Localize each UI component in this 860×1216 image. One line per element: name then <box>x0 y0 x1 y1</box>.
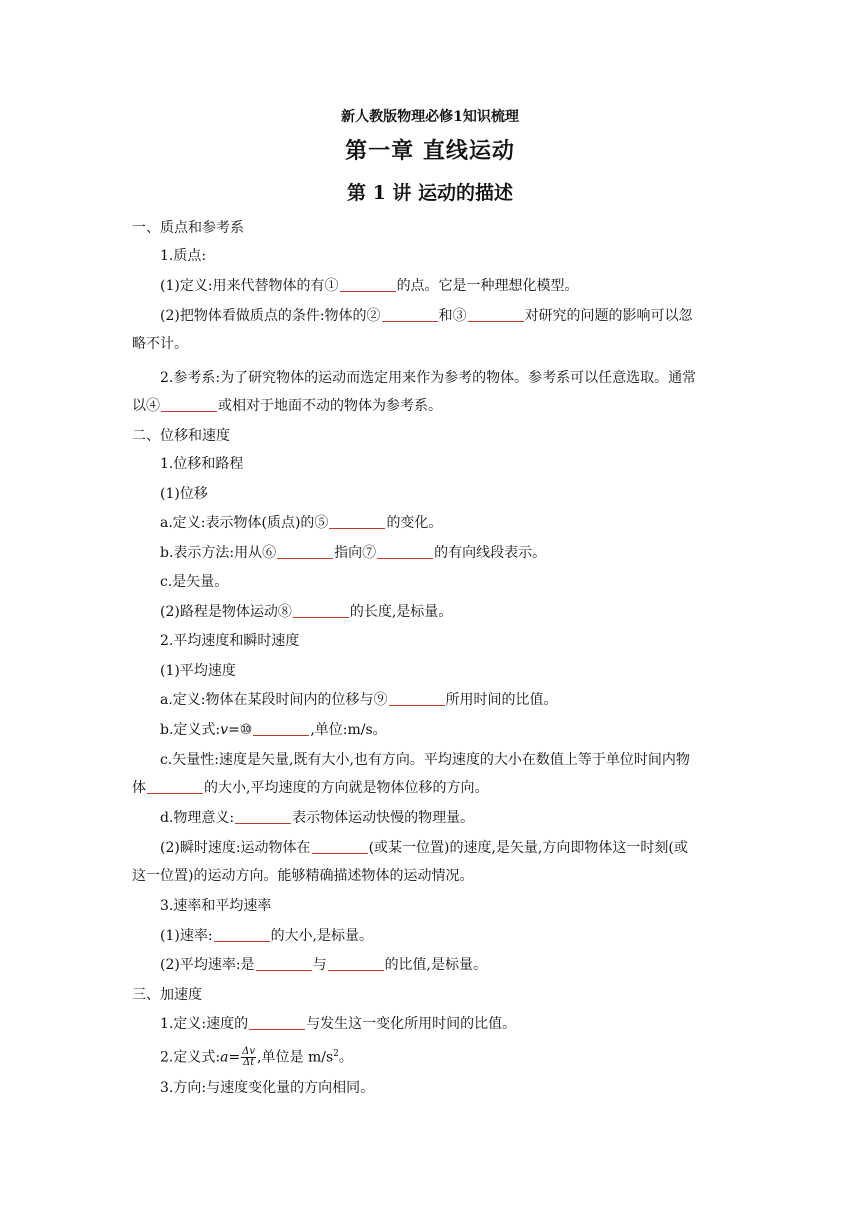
text-span: (1)速率: <box>160 928 213 944</box>
text-span: 的点。它是一种理想化模型。 <box>396 278 579 294</box>
paragraph-line <box>0 276 579 296</box>
fill-blank[interactable] <box>293 603 349 618</box>
paragraph-line: 略不计。 <box>132 336 188 352</box>
paragraph-line: 3.速率和平均速率 <box>160 898 272 914</box>
text-span: 1.定义:速度的 <box>160 1016 249 1032</box>
document-title: 新人教版物理必修1知识梳理 <box>341 109 519 125</box>
text-span: (2)路程是物体运动⑧ <box>160 604 292 620</box>
text-span: ,单位是 m/s <box>257 1049 334 1066</box>
paragraph-line <box>0 1044 353 1068</box>
text-span: (或某一位置)的速度,是矢量,方向即物体这一时刻(或 <box>368 840 688 856</box>
fill-blank[interactable] <box>329 514 385 529</box>
fill-blank[interactable] <box>377 544 433 559</box>
text-span: 的大小,平均速度的方向就是物体位移的方向。 <box>204 780 489 796</box>
paragraph-line <box>0 926 373 946</box>
paragraph-line: c.矢量性:速度是矢量,既有大小,也有方向。平均速度的大小在数值上等于单位时间内物 <box>160 752 690 768</box>
section-heading-2: 二、位移和速度 <box>132 428 230 444</box>
paragraph-line <box>0 690 558 710</box>
fill-blank[interactable] <box>468 307 524 322</box>
text-span: 对研究的问题的影响可以忽 <box>524 308 693 324</box>
text-span: 与发生这一变化所用时间的比值。 <box>306 1016 517 1032</box>
text-span: 的有向线段表示。 <box>434 545 547 561</box>
text-span: ,单位:m/s。 <box>310 722 387 738</box>
paragraph-line <box>0 1014 516 1034</box>
paragraph-line: (1)平均速度 <box>160 663 236 679</box>
text-span: (1)定义:用来代替物体的有① <box>160 278 339 294</box>
text-span: = <box>228 1049 241 1066</box>
text-span: b.表示方法:用从⑥ <box>160 545 277 561</box>
fill-blank[interactable] <box>253 721 309 736</box>
variable-a: a <box>220 1049 229 1066</box>
text-span: 与 <box>312 957 327 973</box>
text-span: 表示物体运动快慢的物理量。 <box>292 810 475 826</box>
text-span: 以④ <box>132 398 160 414</box>
paragraph-line: 这一位置)的运动方向。能够精确描述物体的运动情况。 <box>132 868 474 884</box>
fraction-numerator: Δv <box>242 1046 256 1058</box>
fraction-denominator: Δt <box>242 1057 255 1069</box>
text-span: 的比值,是标量。 <box>384 957 488 973</box>
superscript: 2 <box>333 1049 339 1059</box>
paragraph-line: 1.质点: <box>160 248 207 264</box>
paragraph-line <box>0 306 693 326</box>
paragraph-line: 1.位移和路程 <box>160 456 244 472</box>
paragraph-line <box>0 838 688 858</box>
text-span: 的长度,是标量。 <box>349 604 453 620</box>
text-span: 2.定义式: <box>160 1049 221 1066</box>
text-span: a.定义:表示物体(质点)的⑤ <box>160 515 329 531</box>
paragraph-line: 2.平均速度和瞬时速度 <box>160 633 300 649</box>
text-span: b.定义式: <box>160 722 221 738</box>
text-span: (2)平均速率:是 <box>160 957 255 973</box>
text-span: =⑩ <box>228 722 253 738</box>
text-span: 和③ <box>438 308 467 324</box>
lecture-title: 第 1 讲 运动的描述 <box>346 182 514 204</box>
text-span: (2)把物体看做质点的条件:物体的② <box>160 308 381 324</box>
fraction <box>241 1047 256 1068</box>
fill-blank[interactable] <box>382 307 438 322</box>
section-heading-1: 一、质点和参考系 <box>132 220 244 236</box>
fill-blank[interactable] <box>161 397 217 412</box>
fill-blank[interactable] <box>256 956 312 971</box>
fill-blank[interactable] <box>214 927 270 942</box>
text-span: a.定义:物体在某段时间内的位移与⑨ <box>160 692 388 708</box>
chapter-title: 第一章 直线运动 <box>345 138 515 164</box>
text-span: 所用时间的比值。 <box>445 692 558 708</box>
paragraph-line <box>0 720 387 740</box>
fill-blank[interactable] <box>389 691 445 706</box>
fill-blank[interactable] <box>277 544 333 559</box>
paragraph-line <box>0 955 487 975</box>
paragraph-line <box>0 543 546 563</box>
text-span: 体 <box>132 780 146 796</box>
variable-v: v <box>220 722 229 738</box>
text-span: 或相对于地面不动的物体为参考系。 <box>218 398 442 414</box>
fill-blank[interactable] <box>312 839 368 854</box>
paragraph-line: 3.方向:与速度变化量的方向相同。 <box>160 1080 375 1096</box>
paragraph-line: 2.参考系:为了研究物体的运动而选定用来作为参考的物体。参考系可以任意选取。通常 <box>160 370 697 386</box>
fill-blank[interactable] <box>249 1015 305 1030</box>
paragraph-line: (1)位移 <box>160 486 208 502</box>
section-heading-3: 三、加速度 <box>132 987 202 1003</box>
paragraph-line <box>0 396 442 416</box>
paragraph-line <box>0 602 452 622</box>
text-span: 。 <box>338 1049 353 1066</box>
fill-blank[interactable] <box>340 277 396 292</box>
fill-blank[interactable] <box>328 956 384 971</box>
fill-blank[interactable] <box>147 779 203 794</box>
text-span: (2)瞬时速度:运动物体在 <box>160 840 311 856</box>
paragraph-line: c.是矢量。 <box>160 574 229 590</box>
paragraph-line <box>0 513 442 533</box>
text-span: 的大小,是标量。 <box>270 928 374 944</box>
text-span: 的变化。 <box>386 515 443 531</box>
fill-blank[interactable] <box>235 809 291 824</box>
paragraph-line <box>0 778 488 798</box>
text-span: d.物理意义: <box>160 810 235 826</box>
paragraph-line <box>0 808 474 828</box>
text-span: 指向⑦ <box>334 545 377 561</box>
